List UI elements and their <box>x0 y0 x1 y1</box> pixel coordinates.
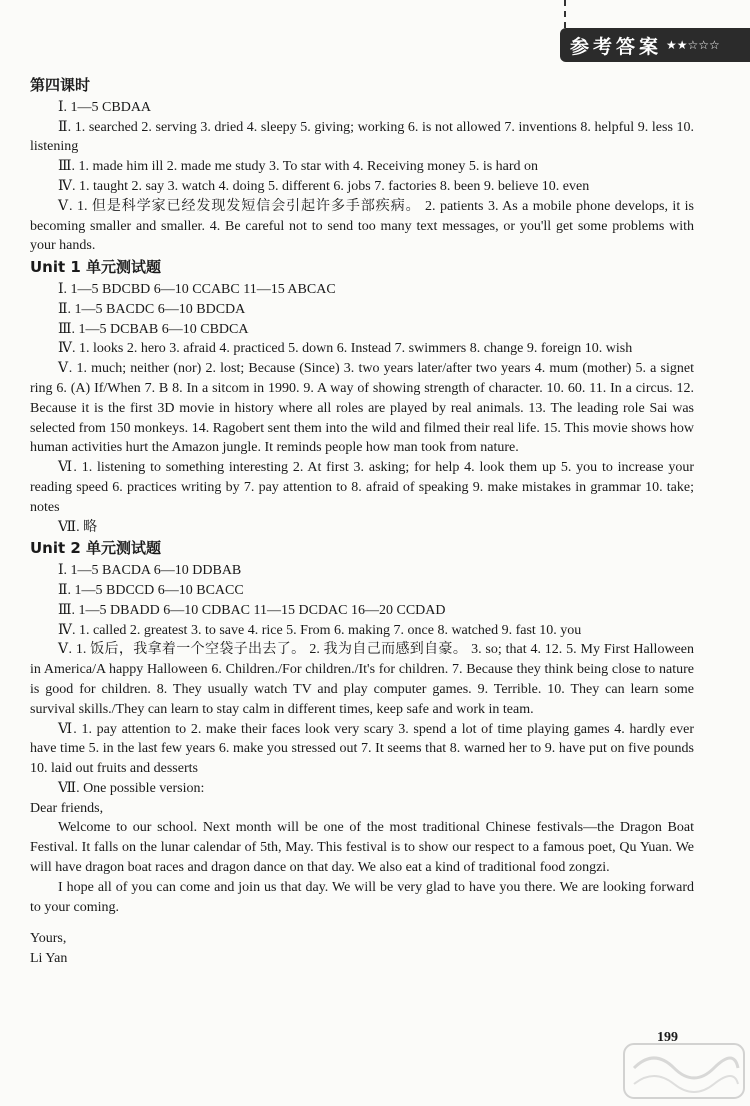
letter-greeting: Dear friends, <box>30 800 104 816</box>
unit2-line: Ⅴ. 1. 饭后，我拿着一个空袋子出去了。 2. 我为自己而感到自豪。 3. so; that 4. 12. 5. My First Halloween in America/A happy Halloween 6. Children./For children./It's for children. 7. Because they think being close to nature is good for children. 8. They usually watch TV and play computer games. 9. Terrible. 10. They can learn some survival skills./They can learn to stay calm in different times, keep safe and work in team. <box>30 642 694 717</box>
lesson4-line: Ⅰ. 1—5 CBDAA <box>58 99 152 115</box>
lesson4-line: Ⅱ. 1. searched 2. serving 3. dried 4. sleepy 5. giving; working 6. is not allowed 7. inventions 8. helpful 9. less 10. listening <box>30 119 694 155</box>
unit2-line: Ⅵ. 1. pay attention to 2. make their faces look very scary 3. spend a lot of time playing games 4. hardly ever have time 5. in the last few years 6. make you stressed out 7. It seems that 8. warned her to 9. have put on five pounds 10. laid out fruits and desserts <box>30 721 694 777</box>
unit1-line: Ⅱ. 1—5 BACDC 6—10 BDCDA <box>58 301 246 317</box>
unit1-line: Ⅳ. 1. looks 2. hero 3. afraid 4. practiced 5. down 6. Instead 7. swimmers 8. change 9. foreign 10. wish <box>58 341 633 357</box>
lesson4-line: Ⅳ. 1. taught 2. say 3. watch 4. doing 5. different 6. jobs 7. factories 8. been 9. believe 10. even <box>58 178 590 194</box>
letter-closing: Yours, <box>30 931 67 947</box>
lesson4-title: 第四课时 <box>30 76 91 94</box>
unit1-line: Ⅵ. 1. listening to something interesting 2. At first 3. asking; for help 4. look them up 5. you to increase your reading speed 6. practices writing by 7. pay attention to 8. afraid of speaking 9. make mistakes in grammar 10. take; notes <box>30 460 694 515</box>
unit2-line: Ⅰ. 1—5 BACDA 6—10 DDBAB <box>58 563 242 579</box>
watermark-logo-icon <box>620 1038 748 1104</box>
letter-paragraph: Welcome to our school. Next month will be one of the most traditional Chinese festivals—the Dragon Boat Festival. It falls on the lunar calendar of 5th, May. This festival is to show our respect to a famous poet, Qu Yuan. We will have dragon boat races and dragon dance on that day. We also eat a kind of traditional food zongzi. <box>30 820 694 876</box>
answer-key-header <box>560 28 750 62</box>
unit1-line: Ⅲ. 1—5 DCBAB 6—10 CBDCA <box>58 321 249 337</box>
difficulty-stars-icon: ★★☆☆☆ <box>666 38 720 52</box>
unit1-line: Ⅰ. 1—5 BDCBD 6—10 CCABC 11—15 ABCAC <box>58 281 336 297</box>
unit2-line: Ⅱ. 1—5 BDCCD 6—10 BCACC <box>58 582 244 598</box>
unit2-line: Ⅶ. One possible version: <box>58 780 205 796</box>
unit2-line: Ⅲ. 1—5 DBADD 6—10 CDBAC 11—15 DCDAC 16—20 CCDAD <box>58 602 446 618</box>
letter-signature: Li Yan <box>30 951 68 967</box>
lesson4-line: Ⅴ. 1. 但是科学家已经发现发短信会引起许多手部疾病。 2. patients 3. As a mobile phone develops, it is becoming smaller and smaller. 4. Be careful not to send too many text messages, or you'll get some problems with your hands. <box>30 198 694 254</box>
unit1-line: Ⅴ. 1. much; neither (nor) 2. lost; Because (Since) 3. two years later/after two years 4. mum (mother) 5. a signet ring 6. (A) If/When 7. B 8. In a sitcom in 1990. 9. A way of showing strength of character. 10. 60. 11. In a circus. 12. Because it is the first 3D movie in history where all roles are played by real animals. 13. The leading role Sai was selected from 150 monkeys. 14. Ragobert sent them into the wild and filmed their real life. 15. This movie shows how human activities hurt the Amazon jungle. It reminds people how man took from nature. <box>30 361 694 456</box>
unit1-line: Ⅶ. 略 <box>58 519 98 535</box>
unit1-title: Unit 1 单元测试题 <box>30 258 162 277</box>
letter-paragraph: I hope all of you can come and join us that day. We will be very glad to have you there. We are looking forward to your coming. <box>30 879 694 915</box>
header-dash-line <box>564 0 566 28</box>
lesson4-line: Ⅲ. 1. made him ill 2. made me study 3. To star with 4. Receiving money 5. is hard on <box>58 159 539 175</box>
unit2-title: Unit 2 单元测试题 <box>30 539 162 558</box>
page-number: 199 <box>657 1030 678 1045</box>
header-title: 参考答案 <box>570 35 663 58</box>
unit2-line: Ⅳ. 1. called 2. greatest 3. to save 4. rice 5. From 6. making 7. once 8. watched 9. fast 10. you <box>58 622 582 638</box>
answer-content <box>30 74 694 969</box>
